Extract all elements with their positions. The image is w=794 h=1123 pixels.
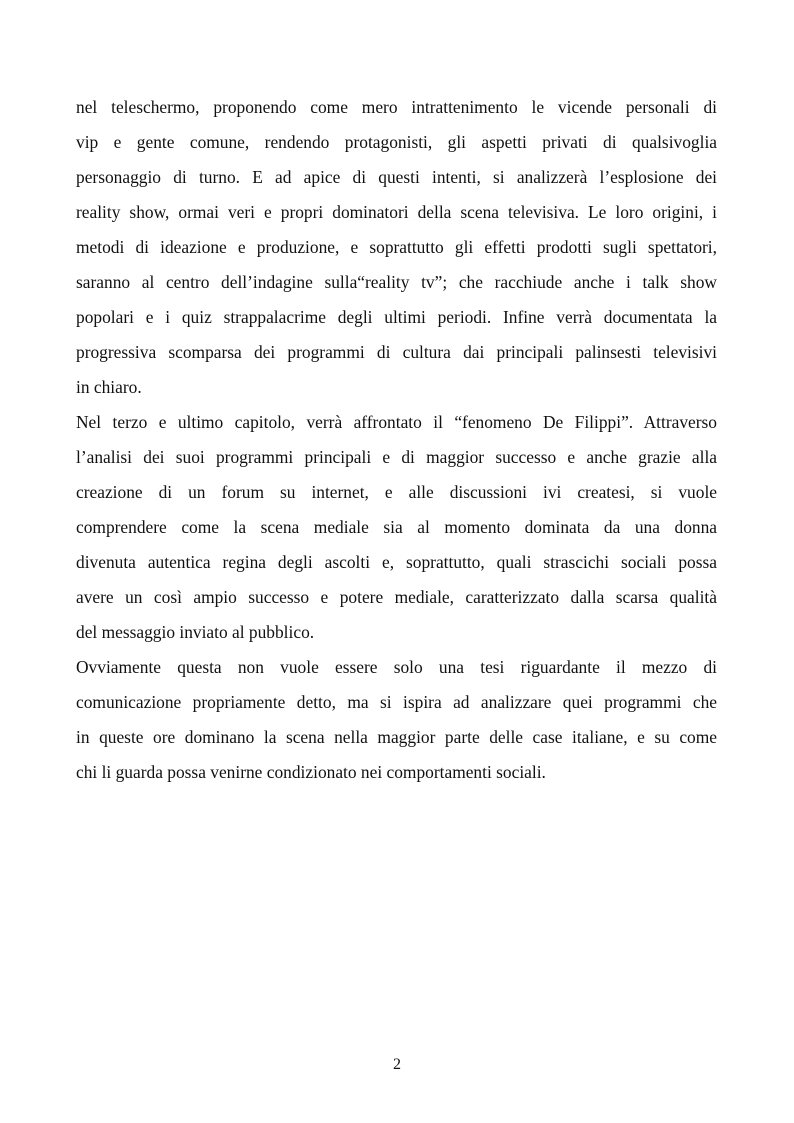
text-line: vip e gente comune, rendendo protagonisti, gli aspetti privati di qualsivoglia xyxy=(76,132,717,152)
text-line: in chiaro. xyxy=(76,377,142,397)
text-line: personaggio di turno. E ad apice di questi intenti, si analizzerà l’esplosione dei xyxy=(76,167,717,187)
text-line: avere un così ampio successo e potere mediale, caratterizzato dalla scarsa qualità xyxy=(76,587,717,607)
text-line: divenuta autentica regina degli ascolti e, soprattutto, quali strascichi sociali possa xyxy=(76,552,717,572)
text-line: reality show, ormai veri e propri dominatori della scena televisiva. Le loro origini, i xyxy=(76,202,717,222)
body-text xyxy=(76,90,717,790)
text-line: in queste ore dominano la scena nella maggior parte delle case italiane, e su come xyxy=(76,727,717,747)
text-line: comunicazione propriamente detto, ma si ispira ad analizzare quei programmi che xyxy=(76,692,717,712)
text-line: chi li guarda possa venirne condizionato nei comportamenti sociali. xyxy=(76,762,546,782)
text-line: comprendere come la scena mediale sia al momento dominata da una donna xyxy=(76,517,717,537)
text-line: creazione di un forum su internet, e alle discussioni ivi createsi, si vuole xyxy=(76,482,717,502)
text-line: saranno al centro dell’indagine sulla“reality tv”; che racchiude anche i talk show xyxy=(76,272,717,292)
page-number: 2 xyxy=(393,1056,401,1073)
text-line: nel teleschermo, proponendo come mero intrattenimento le vicende personali di xyxy=(76,97,717,117)
text-line: Nel terzo e ultimo capitolo, verrà affrontato il “fenomeno De Filippi”. Attraverso xyxy=(76,412,717,432)
text-line: Ovviamente questa non vuole essere solo una tesi riguardante il mezzo di xyxy=(76,657,717,677)
text-line: l’analisi dei suoi programmi principali e di maggior successo e anche grazie alla xyxy=(76,447,717,467)
text-line: metodi di ideazione e produzione, e soprattutto gli effetti prodotti sugli spettatori, xyxy=(76,237,717,257)
text-line: del messaggio inviato al pubblico. xyxy=(76,622,315,642)
text-line: progressiva scomparsa dei programmi di cultura dai principali palinsesti televisivi xyxy=(76,342,717,362)
text-line: popolari e i quiz strappalacrime degli ultimi periodi. Infine verrà documentata la xyxy=(76,307,717,327)
